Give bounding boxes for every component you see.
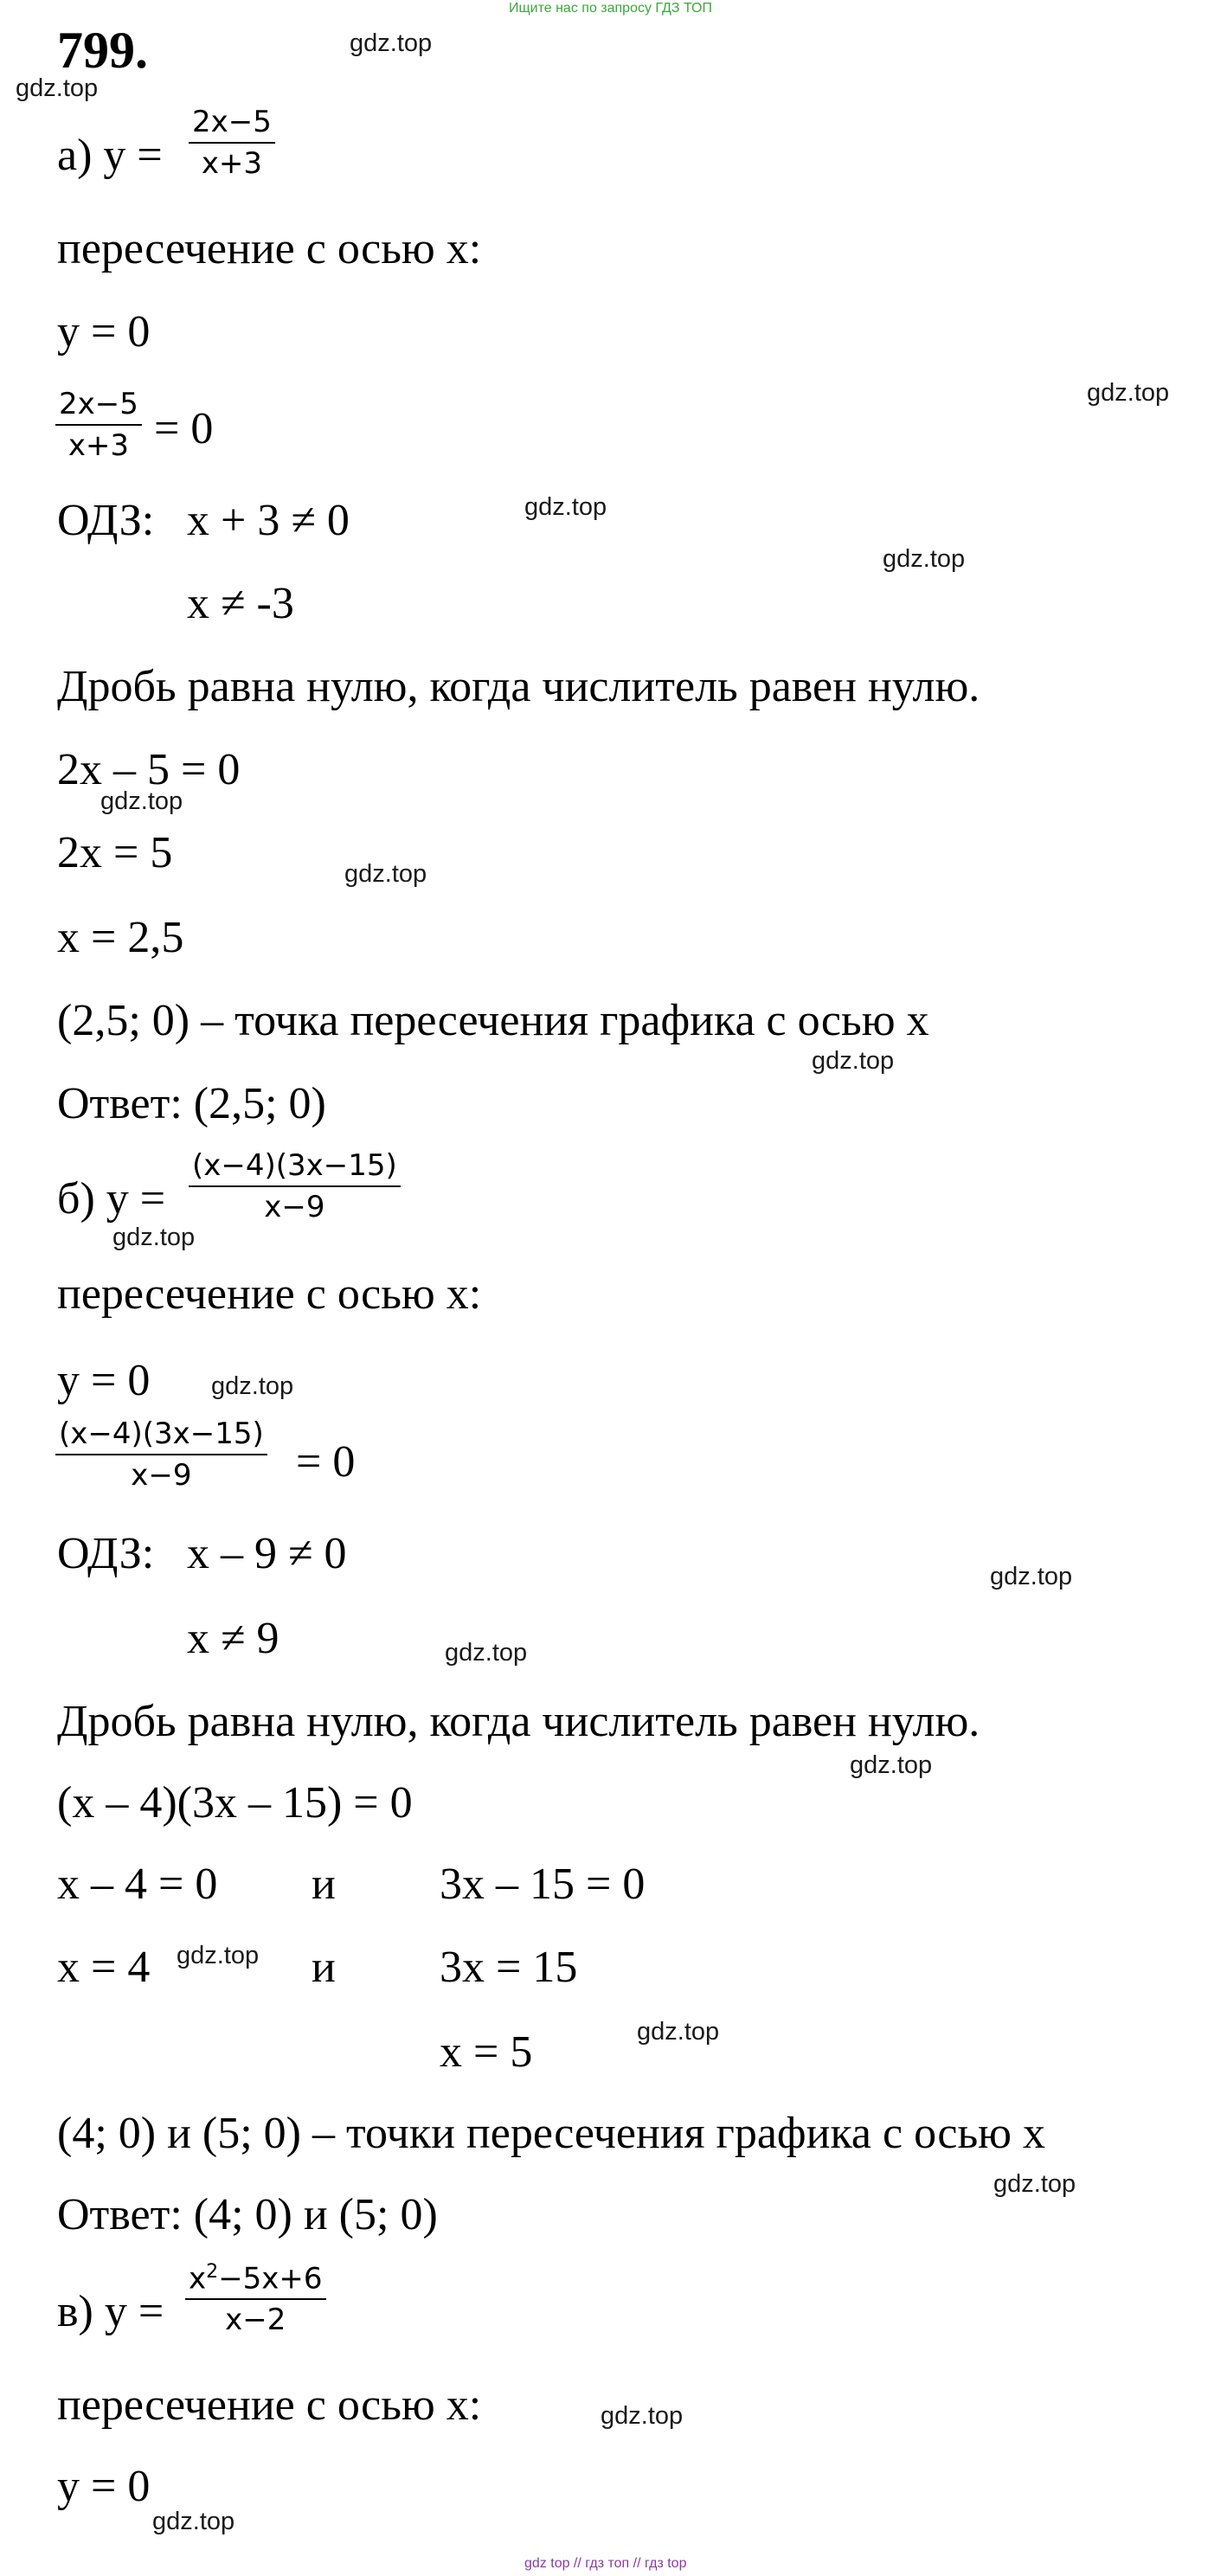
part-b-left2: x = 4 bbox=[57, 1943, 151, 1992]
part-a-equation-fraction bbox=[55, 387, 142, 463]
part-a-odz-label: ОДЗ: bbox=[57, 496, 155, 545]
part-b-y-zero: y = 0 bbox=[57, 1356, 151, 1405]
header-watermark: Ищите нас по запросу ГДЗ ТОП bbox=[509, 1, 712, 16]
part-b-left1: x – 4 = 0 bbox=[57, 1860, 218, 1909]
part-a-label: а) y = bbox=[57, 131, 163, 180]
part-b-step1: (x – 4)(3x – 15) = 0 bbox=[57, 1778, 413, 1828]
watermark: gdz.top bbox=[177, 1942, 260, 1969]
numerator-exponent: 2 bbox=[206, 2260, 219, 2283]
part-a-point: (2,5; 0) – точка пересечения графика с осью x bbox=[57, 996, 929, 1045]
part-b-right3: x = 5 bbox=[440, 2027, 533, 2077]
part-b-odz-expr: x – 9 ≠ 0 bbox=[187, 1529, 347, 1578]
fraction-numerator: (x−4)(3x−15) bbox=[189, 1151, 401, 1187]
part-b-point: (4; 0) и (5; 0) – точки пересечения графика с осью x bbox=[57, 2109, 1046, 2158]
fraction-denominator: x−9 bbox=[131, 1458, 192, 1493]
part-c-label: в) y = bbox=[57, 2287, 164, 2336]
fraction-numerator: (x−4)(3x−15) bbox=[55, 1419, 267, 1455]
part-a-function-fraction bbox=[189, 105, 275, 181]
part-b-rule: Дробь равна нулю, когда числитель равен нулю. bbox=[57, 1697, 980, 1746]
part-c-intersect-title: пересечение с осью x: bbox=[57, 2380, 482, 2430]
part-b-and2: и bbox=[312, 1943, 336, 1992]
fraction-denominator: x−2 bbox=[225, 2303, 286, 2338]
part-a-answer: Ответ: (2,5; 0) bbox=[57, 1079, 326, 1128]
part-a-y-zero: y = 0 bbox=[57, 307, 151, 357]
part-a-step2: 2x = 5 bbox=[57, 828, 173, 877]
part-b-label: б) y = bbox=[57, 1174, 166, 1224]
watermark: gdz.top bbox=[850, 1751, 933, 1779]
watermark: gdz.top bbox=[100, 787, 183, 815]
problem-number: 799. bbox=[57, 22, 148, 79]
fraction-denominator: x+3 bbox=[201, 146, 263, 181]
part-a-step3: x = 2,5 bbox=[57, 913, 184, 962]
part-a-equation-rhs: = 0 bbox=[154, 404, 214, 453]
part-b-answer: Ответ: (4; 0) и (5; 0) bbox=[57, 2190, 438, 2239]
watermark: gdz.top bbox=[993, 2170, 1076, 2198]
part-b-and1: и bbox=[312, 1860, 336, 1909]
part-c-y-zero: y = 0 bbox=[57, 2462, 151, 2511]
part-a-rule: Дробь равна нулю, когда числитель равен нулю. bbox=[57, 662, 980, 711]
part-a-odz-expr: x + 3 ≠ 0 bbox=[187, 496, 350, 545]
part-b-equation-fraction bbox=[55, 1416, 267, 1493]
part-b-odz-result: x ≠ 9 bbox=[187, 1614, 279, 1663]
part-a-odz-result: x ≠ -3 bbox=[187, 579, 294, 628]
watermark: gdz.top bbox=[1087, 379, 1170, 407]
watermark: gdz.top bbox=[445, 1639, 528, 1667]
watermark: gdz.top bbox=[211, 1372, 294, 1400]
part-b-odz-label: ОДЗ: bbox=[57, 1529, 155, 1578]
part-a-step1: 2x – 5 = 0 bbox=[57, 745, 241, 794]
watermark: gdz.top bbox=[524, 493, 607, 521]
numerator-base: x bbox=[189, 2261, 207, 2297]
part-b-right2: 3x = 15 bbox=[440, 1943, 578, 1992]
watermark: gdz.top bbox=[344, 860, 427, 888]
part-a-intersect-title: пересечение с осью x: bbox=[57, 224, 482, 273]
footer-watermark: gdz top // гдз топ // гдз top bbox=[524, 2556, 687, 2571]
fraction-numerator: 2x−5 bbox=[189, 107, 275, 144]
watermark: gdz.top bbox=[637, 2018, 720, 2046]
watermark: gdz.top bbox=[112, 1224, 196, 1251]
fraction-numerator: 2x−5 bbox=[55, 389, 142, 426]
fraction-numerator bbox=[185, 2262, 326, 2300]
part-c-function-fraction bbox=[185, 2260, 326, 2338]
part-b-intersect-title: пересечение с осью x: bbox=[57, 1269, 482, 1319]
watermark: gdz.top bbox=[883, 545, 966, 573]
part-b-equation-rhs: = 0 bbox=[296, 1437, 356, 1487]
watermark: gdz.top bbox=[16, 74, 99, 102]
fraction-denominator: x+3 bbox=[67, 428, 130, 463]
numerator-rest: −5x+6 bbox=[218, 2261, 323, 2297]
fraction-denominator: x−9 bbox=[264, 1190, 325, 1224]
part-b-function-fraction bbox=[189, 1148, 401, 1224]
part-b-right1: 3x – 15 = 0 bbox=[440, 1860, 646, 1909]
watermark: gdz.top bbox=[601, 2402, 684, 2430]
watermark: gdz.top bbox=[990, 1563, 1073, 1590]
watermark: gdz.top bbox=[350, 29, 433, 57]
watermark: gdz.top bbox=[152, 2508, 235, 2535]
watermark: gdz.top bbox=[812, 1047, 895, 1075]
